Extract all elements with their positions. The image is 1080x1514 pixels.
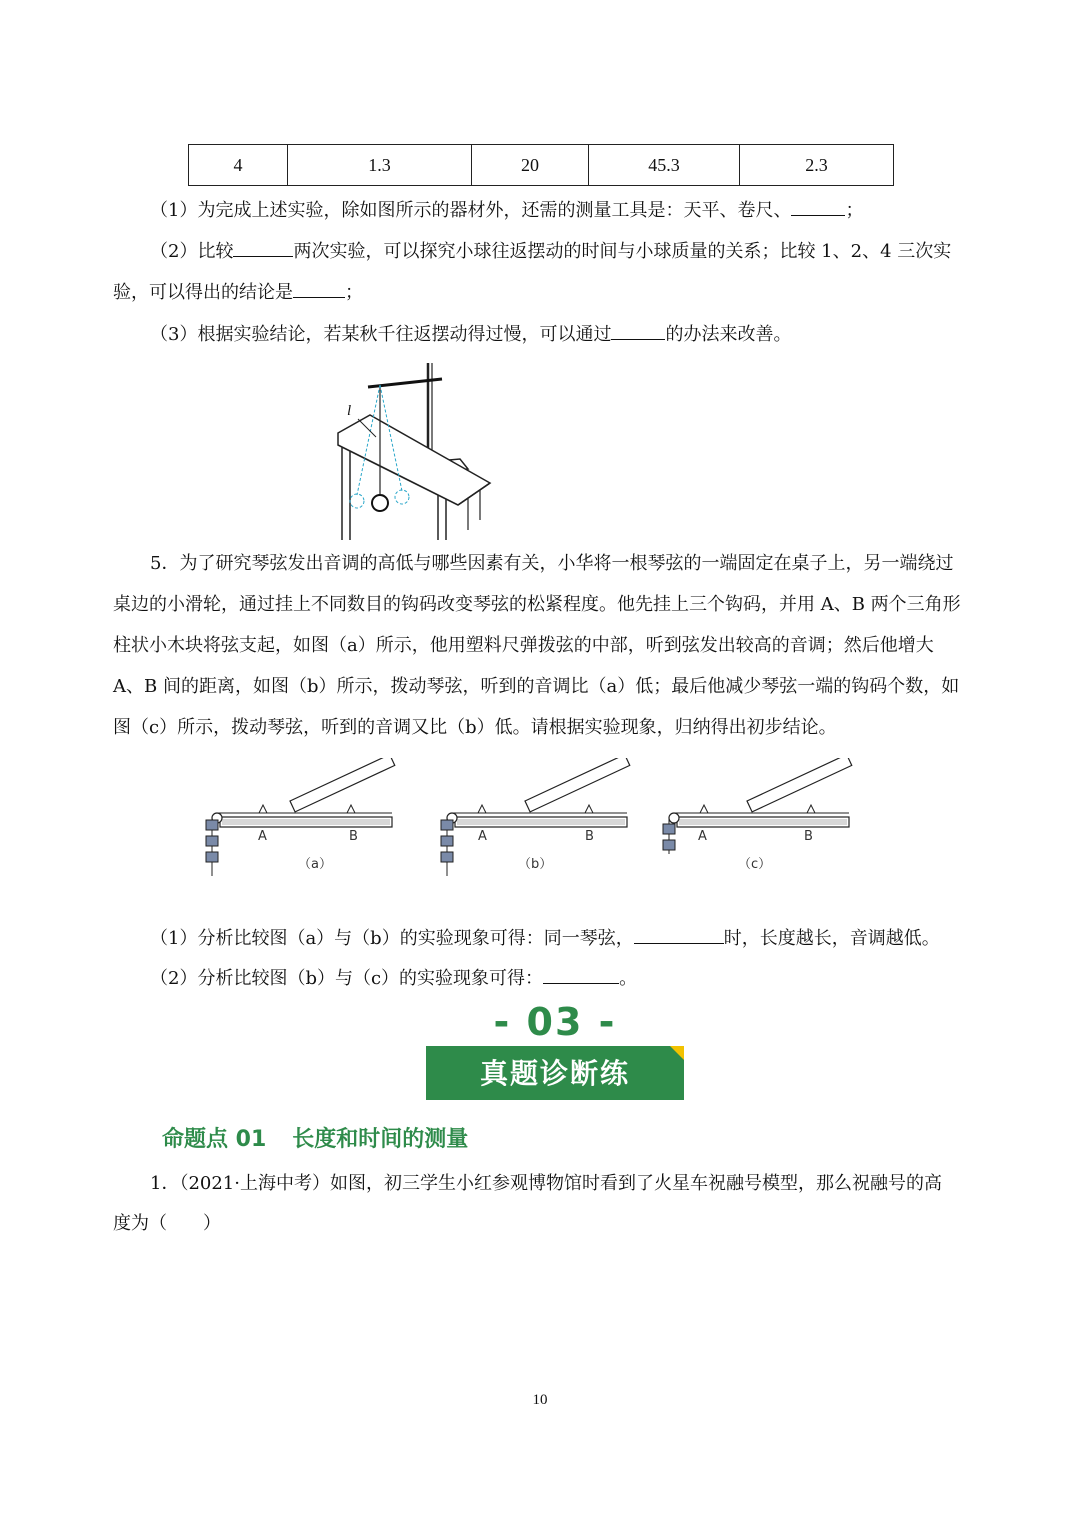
q4-part1-text: （1）为完成上述实验，除如图所示的器材外，还需的测量工具是：天平、卷尺、 (150, 200, 792, 221)
answer-blank[interactable] (293, 279, 345, 298)
topic-title: 长度和时间的测量 (292, 1127, 469, 1152)
section-number: - 03 - (493, 1000, 617, 1044)
point-a-label: A (698, 829, 707, 844)
q4-part3-text-b: 的办法来改善。 (665, 324, 792, 345)
table-cell: 1.3 (288, 145, 472, 186)
q4-part1 (150, 197, 863, 223)
q5-part2 (150, 965, 637, 991)
topic-heading (162, 1122, 468, 1153)
string-figure-c (652, 758, 862, 886)
topic-label: 命题点 01 (162, 1127, 267, 1152)
banner-corner (670, 1046, 684, 1060)
answer-blank[interactable] (791, 197, 845, 216)
q4-part2-text-a: （2）比较 (150, 241, 234, 262)
pendulum-figure (330, 355, 495, 545)
figure-caption: （a） (298, 857, 332, 872)
figure-caption: （b） (518, 857, 553, 872)
q4-part3-text-a: （3）根据实验结论，若某秋千往返摆动得过慢，可以通过 (150, 324, 612, 345)
figure-caption: （c） (738, 857, 772, 872)
answer-blank[interactable] (543, 965, 619, 984)
point-a-label: A (478, 829, 487, 844)
section-banner (426, 1046, 684, 1100)
length-label: l (347, 403, 352, 419)
section-title: 真题诊断练 (479, 1057, 630, 1090)
q4-part2-text-c: 验，可以得出的结论是 (113, 282, 293, 303)
q4-part2-line2 (113, 279, 363, 305)
q1-line1: 1．（2021·上海中考）如图，初三学生小红参观博物馆时看到了火星车祝融号模型，那么祝融号的高 (150, 1173, 942, 1194)
data-table (188, 144, 894, 186)
page-number: 10 (532, 1392, 548, 1408)
q5-part1-text-a: （1）分析比较图（a）与（b）的实验现象可得：同一琴弦， (150, 928, 634, 949)
q4-part3 (150, 321, 791, 347)
point-b-label: B (585, 829, 594, 844)
point-b-label: B (349, 829, 358, 844)
q5-part1 (150, 925, 940, 951)
answer-blank[interactable] (611, 321, 665, 340)
q5-part1-text-b: 时，长度越长，音调越低。 (723, 928, 940, 949)
table-cell: 45.3 (589, 145, 740, 186)
table-cell: 4 (189, 145, 288, 186)
q5-question: 5．为了研究琴弦发出音调的高低与哪些因素有关，小华将一根琴弦的一端固定在桌子上，另一端绕过桌边的小滑轮，通过挂上不同数目的钩码改变琴弦的松紧程度。他先挂上三个钩码，并用 A、B 两个三角形柱状小木块将弦支起，如图（a）所示，他用塑料尺弹拨弦的中部，听到弦发出较高的音调；然后他增大 A、B 间的距离，如图（b）所示，拨动琴弦，听到的音调比（a）低；最后他减少琴弦一端的钩码个数，如图（c）所示，拨动琴弦，听到的音调又比（b）低。请根据实验现象，归纳得出初步结论。 (113, 553, 961, 738)
q1-line2: 度为（ ） (113, 1213, 221, 1234)
string-figure-a (195, 758, 405, 886)
string-figure-b (430, 758, 640, 886)
q5-part2-text-a: （2）分析比较图（b）与（c）的实验现象可得： (150, 968, 544, 989)
answer-blank[interactable] (233, 238, 293, 257)
q4-part2-text-b: 两次实验，可以探究小球往返摆动的时间与小球质量的关系；比较 1、2、4 三次实 (293, 241, 952, 262)
table-cell: 2.3 (740, 145, 894, 186)
answer-blank[interactable] (634, 925, 724, 944)
point-a-label: A (258, 829, 267, 844)
q5-part2-end: 。 (619, 968, 638, 989)
q4-part2-line1 (150, 238, 951, 264)
table-cell: 20 (472, 145, 589, 186)
table-row (189, 145, 894, 186)
q4-part1-end: ； (845, 200, 864, 221)
q4-part2-end: ； (345, 282, 363, 303)
point-b-label: B (804, 829, 813, 844)
